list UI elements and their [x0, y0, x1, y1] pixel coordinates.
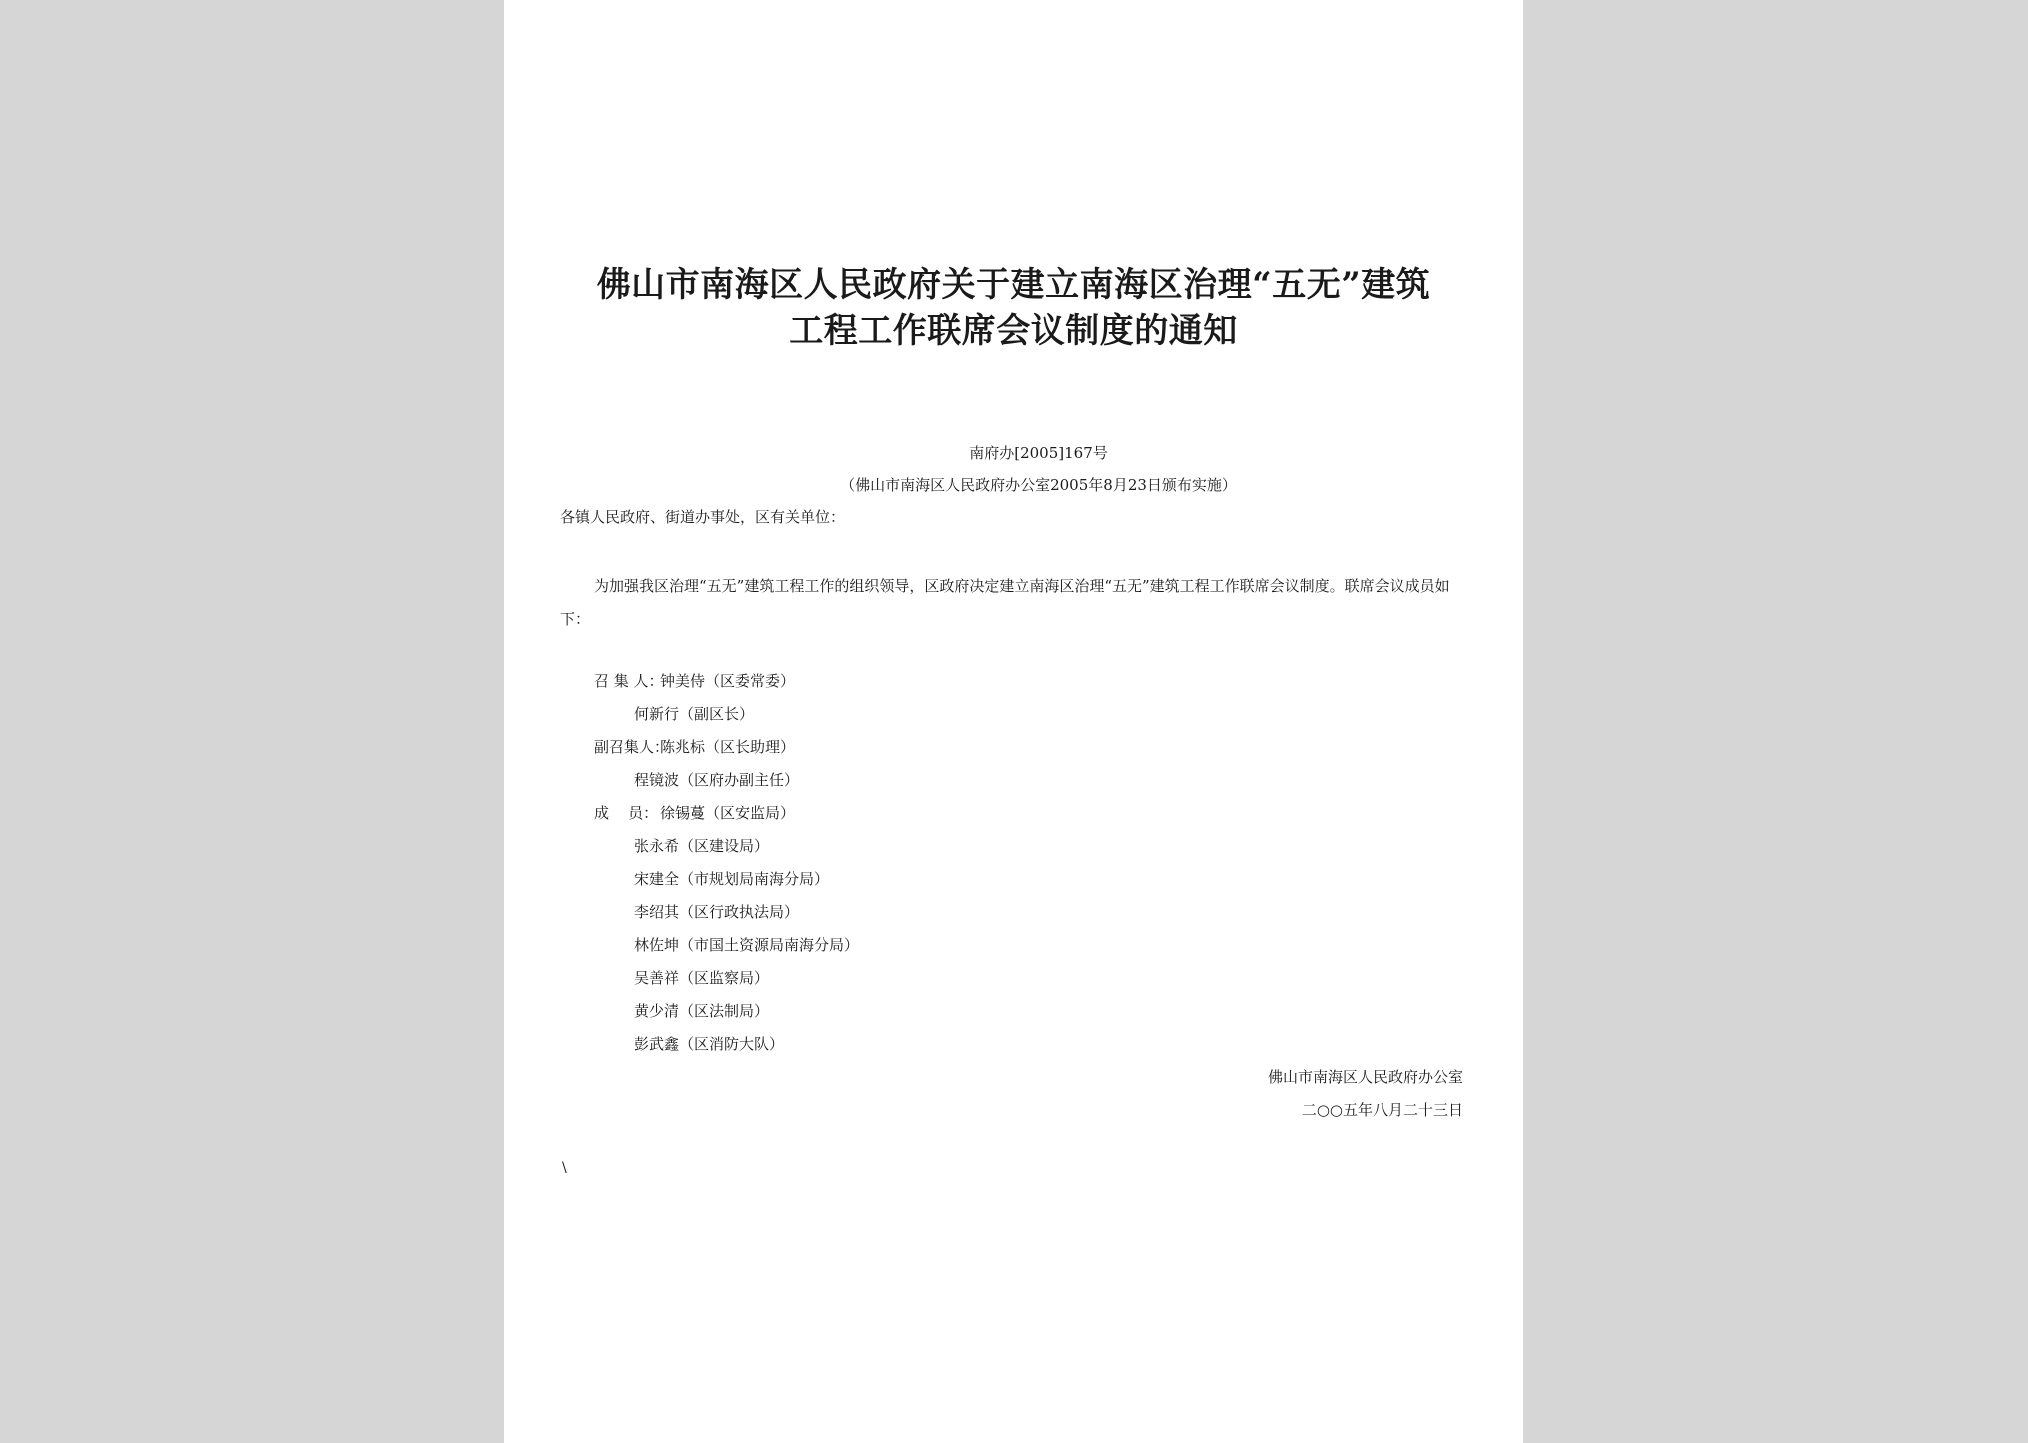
member-name: 黄少清（区法制局）	[634, 1002, 770, 1020]
list-item	[634, 703, 754, 724]
member-name: 林佐坤（市国土资源局南海分局）	[634, 936, 860, 954]
list-item	[634, 835, 769, 856]
title-line-1: 佛山市南海区人民政府关于建立南海区治理“五无”建筑	[596, 265, 1431, 305]
member-name: 程镜波（区府办副主任）	[634, 771, 800, 789]
member-name: 李绍其（区行政执法局）	[634, 903, 800, 921]
title-line-2: 工程工作联席会议制度的通知	[789, 311, 1238, 351]
list-item	[634, 901, 799, 922]
list-item	[634, 1033, 784, 1054]
issuer-note: （佛山市南海区人民政府办公室2005年8月23日颁布实施）	[840, 476, 1237, 494]
member-name: 徐锡蔓（区安监局）	[660, 804, 796, 822]
document-page	[504, 0, 1523, 1443]
member-name: 宋建全（市规划局南海分局）	[634, 870, 830, 888]
member-name: 吴善祥（区监察局）	[634, 969, 770, 987]
document-number: 南府办[2005]167号	[969, 444, 1108, 462]
member-role: 副召集人：	[594, 738, 670, 756]
list-item	[594, 802, 795, 823]
member-name: 钟美侍（区委常委）	[660, 672, 796, 690]
member-name: 张永希（区建设局）	[634, 837, 770, 855]
list-item	[594, 736, 795, 757]
addressee: 各镇人民政府、街道办事处，区有关单位：	[560, 508, 846, 526]
stray-mark: \	[562, 1160, 567, 1176]
member-role: 召 集 人：	[594, 672, 664, 690]
document-title	[504, 262, 1523, 354]
list-item	[634, 967, 769, 988]
list-item	[594, 670, 795, 691]
member-name: 陈兆标（区长助理）	[660, 738, 796, 756]
list-item	[634, 1000, 769, 1021]
member-role: 成 员：	[594, 804, 659, 822]
list-item	[634, 868, 829, 889]
list-item	[634, 934, 859, 955]
signature-date: 二○○五年八月二十三日	[1301, 1101, 1463, 1119]
signature-org: 佛山市南海区人民政府办公室	[1267, 1068, 1463, 1086]
member-name: 彭武鑫（区消防大队）	[634, 1035, 785, 1053]
body-paragraph: 为加强我区治理“五无”建筑工程工作的组织领导，区政府决定建立南海区治理“五无”建筑工程工作联席会议制度。联席会议成员如下：	[560, 577, 1450, 628]
list-item	[634, 769, 799, 790]
member-name: 何新行（副区长）	[634, 705, 755, 723]
